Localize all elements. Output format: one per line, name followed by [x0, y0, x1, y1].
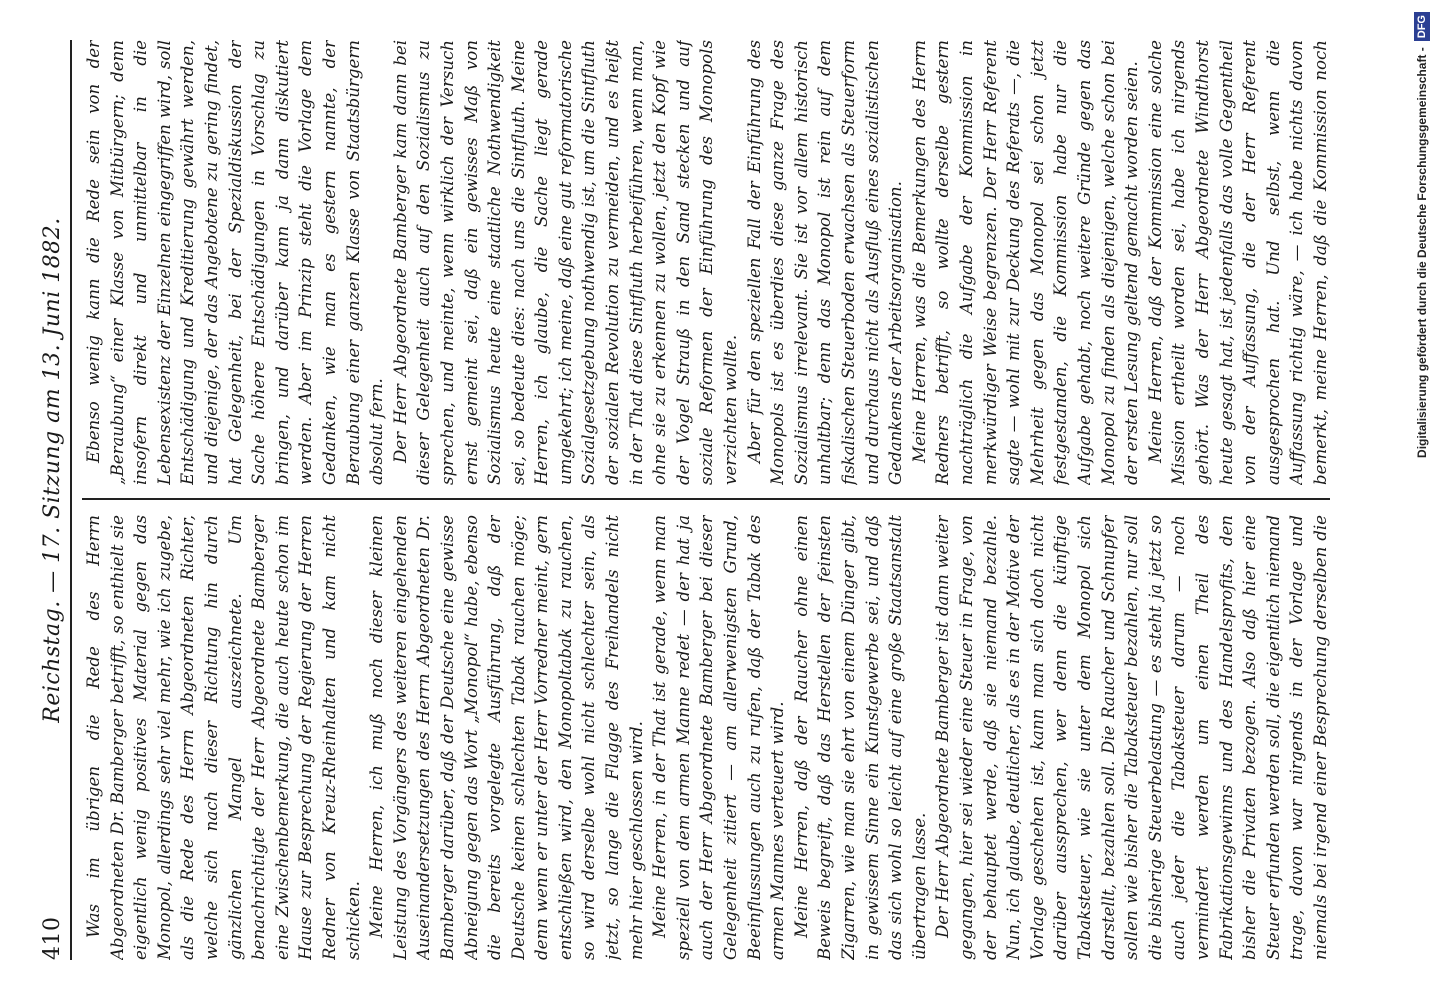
paragraph: Meine Herren, daß der Raucher ohne einen Beweis begreift, daß das Herstellen der feinsten Zigarren, wie man sie ehrt von einem Dünger gibt, in gewissem Sinne ein Kunstgewerbe sei, und daß das sich wohl so leicht auf eine große Staatsanstalt übertragen lasse.	[791, 515, 929, 960]
credit-text: Digitalisierung gefördert durch die Deutsche Forschungsgemeinschaft -	[1415, 47, 1429, 458]
paragraph: Der Herr Abgeordnete Bamberger ist dann weiter gegangen, hier sei wieder eine Steuer in Frage, von der behauptet werde, daß sie niemand bezahle. Nun, ich glaube, deutlicher, als es in der Motive der Vorlage geschehen ist, kann man sich doch nicht darüber aussprechen, wer denn die künftige Tabaksteuer, wie sie unter dem Monopol sich darstellt, bezahlen soll. Die Raucher und Schnupfer sollen wie bisher die Tabaksteuer bezahlen, nur soll die bisherige Steuerbelastung — es steht ja jetzt so auch jeder die Tabaksteuer darum — noch vermindert werden um einen Theil des Fabrikationsgewinns und des Handelsprofits, den bisher die Privaten bezogen. Also daß hier eine Steuer erfunden werden soll, die eigentlich niemand trage, davon war nirgends in der Vorlage und niemals bei irgend einer Besprechung derselben die	[933, 515, 1330, 960]
paragraph: Meine Herren, daß der Kommission eine solche Mission ertheilt worden sei, habe ich nirgends gehört. Was der Herr Abgeordnete Windthorst heute gesagt hat, ist jedenfalls das volle Gegentheil von der Auffassung, die der Herr Referent ausgesprochen hat. Und selbst, wenn die Auffassung richtig wäre, — ich habe nichts davon bemerkt, meine Herren, daß die Kommission noch	[1145, 40, 1330, 485]
dfg-logo: DFG	[1414, 12, 1430, 41]
running-title: Reichstag. — 17. Sitzung am 13. Juni 1882.	[40, 217, 65, 723]
paragraph: Meine Herren, ich muß noch dieser kleinen Leistung des Vorgängers des weiteren eingehenden Auseinandersetzungen des Herrn Abgeordneten Dr. Bamberger darüber, daß der Deutsche eine gewisse Abneigung gegen das Wort „Monopol“ habe, ebenso die bereits vorgelegte Ausführung, daß der Deutsche keinen schlechten Tabak rauchen möge; denn wenn er unter der Herr Vorredner meint, gern entschließen wird, den Monopoltabak zu rauchen, so wird derselbe wohl nicht schlechter sein, als jetzt, so lange die Flagge des Freihandels nicht mehr hier geschlossen wird.	[367, 515, 646, 960]
column-divider	[82, 498, 1330, 500]
paragraph: Meine Herren, was die Bemerkungen des Herrn Redners betrifft, so wollte derselbe gestern nachträglich die Aufgabe der Kommission in merkwürdiger Weise begrenzen. Der Herr Referent sagte — wohl mit zur Deckung des Referats —, die Mehrheit gegen das Monopol sei schon jetzt festgestanden, die Kommission habe nur die Aufgabe gehabt, noch weitere Gründe gegen das Monopol zu finden als diejenigen, welche schon bei der ersten Lesung geltend gemacht worden seien.	[909, 40, 1142, 485]
paragraph: Meine Herren, in der That ist gerade, wenn man speziell von dem armen Manne redet — der hat ja auch der Herr Abgeordnete Bamberger bei dieser Gelegenheit zitiert — am allerwenigsten Grund, Beeinflussungen auch zu rufen, daß der Tabak des armen Mannes verteuert wird.	[650, 515, 788, 960]
page-number: 410	[40, 916, 65, 960]
left-column	[82, 515, 1330, 960]
paragraph: Der Herr Abgeordnete Bamberger kam dann bei dieser Gelegenheit auch auf den Sozialismus zu sprechen, und meinte, wenn wirklich der Versuch ernst gemeint sei, daß ein gewisses Maß von Sozialismus heute eine staatliche Nothwendigkeit sei, so bedeute dies: nach uns die Sintfluth. Meine Herren, ich glaube, die Sache liegt gerade umgekehrt; ich meine, daß eine gut reformatorische Sozialgesetzgebung nothwendig ist, um die Sintfluth der sozialen Revolution zu vermeiden, und es heißt in der That diese Sintfluth herbeiführen, wenn man, ohne sie zu erkennen zu wollen, jetzt den Kopf wie der Vogel Strauß in den Sand stecken und auf soziale Reformen der Einführung des Monopols verzichten wollte.	[390, 40, 741, 485]
paragraph: Ebenso wenig kann die Rede sein von der „Beraubung“ einer Klasse von Mitbürgern; denn insofern direkt und unmittelbar in die Lebensexistenz der Einzelnen eingegriffen wird, soll Entschädigung und Kreditierung gewährt werden, und diejenige, der das Angebotene zu gering findet, hat Gelegenheit, bei der Spezialdiskussion der Sache höhere Entschädigungen in Vorschlag zu bringen, und darüber kann ja dann diskutiert werden. Aber im Prinzip steht die Vorlage dem Gedanken, wie man es gestern nannte, der Beraubung einer ganzen Klasse von Staatsbürgern absolut fern.	[84, 40, 387, 485]
right-column	[82, 40, 1330, 485]
paragraph: Aber für den speziellen Fall der Einführung des Monopols ist es überdies diese ganze Frage des Sozialismus irrelevant. Sie ist vor allem historisch unhaltbar; denn das Monopol ist rein auf dem fiskalischen Steuerboden erwachsen als Steuerform und durchaus nicht als Ausfluß eines sozialistischen Gedankens der Arbeitsorganisation.	[744, 40, 906, 485]
paragraph: Was im übrigen die Rede des Herrn Abgeordneten Dr. Bamberger betrifft, so enthielt sie eigentlich wenig positives Material gegen das Monopol, allerdings sehr viel mehr, wie ich zugebe, als die Rede des Herrn Abgeordneten Richter, welche sich nach dieser Richtung hin durch gänzlichen Mangel auszeichnete. Um benachrichtigte der Herr Abgeordnete Bamberger eine Zwischenbemerkung, die auch heute schon im Hause zur Besprechung der Regierung der Herren Redner von Kreuz-Rheinhalten und kam nicht schicken.	[84, 515, 363, 960]
digitization-credit	[1396, 0, 1432, 1000]
page-header	[34, 40, 72, 960]
